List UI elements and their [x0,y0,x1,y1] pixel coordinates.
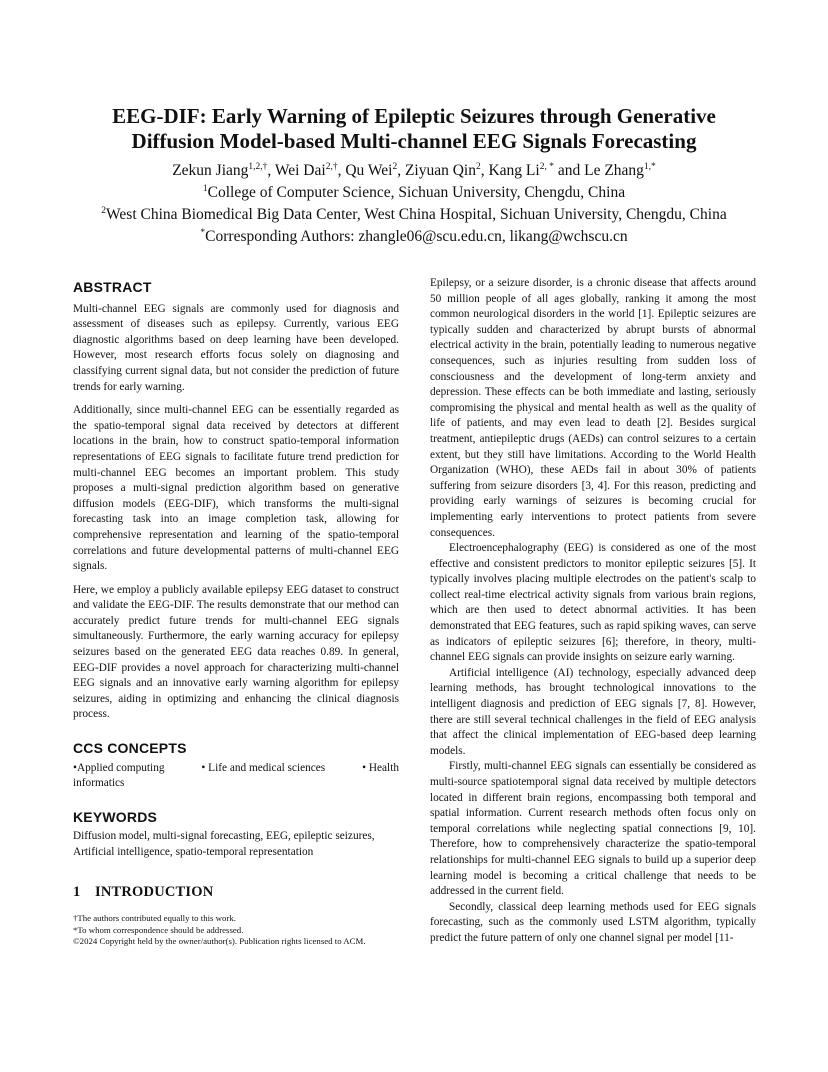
intro-paragraph-2: Electroencephalography (EEG) is considered as one of the most effective and consistent predictors to monitor epileptic seizures [5]. It typically involves placing multiple electrodes on the patient's scalp to collect real-time electrical activity signals from various brain regions, which are then used to detect abnormal activities. It has been demonstrated that EEG features, such as rapid spiking waves, can serve as indicators of epileptic seizures [6]; therefore, in theory, multi-channel EEG signals can provide insights on seizure early warning. [430,542,756,664]
abstract-paragraph-3: Here, we employ a publicly available epilepsy EEG dataset to construct and validate the EEG-DIF. The results demonstrate that our method can accurately predict future trends for multi-channel EEG signals simultaneously. Furthermore, the early warning accuracy for epilepsy seizures based on the generated EEG data reaches 0.89. In general, EEG-DIF provides a novel approach for characterizing multi-channel EEG signals and an innovative early warning algorithm for epilepsy seizures, aiding in optimizing and enhancing the clinical diagnosis process. [73,583,399,721]
author-name: , Kang Li [480,162,540,179]
author-block [40,160,788,248]
author-sup: 2,† [325,162,338,172]
title-line-1: EEG-DIF: Early Warning of Epileptic Seizures through Generative [112,104,716,128]
introduction-heading [73,885,399,901]
ccs-item: • Health [362,761,399,774]
affiliation-text: West China Biomedical Big Data Center, West China Hospital, Sichuan University, Chengdu, China [106,206,727,223]
keywords-text: Diffusion model, multi-signal forecasting, EEG, epileptic seizures, Artificial intelligence, spatio-temporal representation [73,830,375,858]
author-name: , Qu Wei [337,162,393,179]
intro-paragraph-3: Artificial intelligence (AI) technology, especially advanced deep learning methods, has brought technological innovations to the intelligent diagnosis and prediction of EEG signals [7, 8]. However, there are still several technical challenges in the field of EEG analysis that affect the clinical implementation of EEG-based deep learning models. [430,666,756,757]
corresponding-authors [40,226,788,248]
affiliation-sup: 1 [202,184,208,194]
author-list [40,160,788,182]
intro-paragraph-4: Firstly, multi-channel EEG signals can essentially be considered as multi-source spatiotemporal signal data received by multiple detectors located in different brain regions, encompassing both temporal and spatial information. Current research methods often focus only on temporal correlations while neglecting spatial connections [9, 10]. Therefore, how to comprehensively characterize the spatio-temporal relationships for multi-channel EEG signals to build up a superior deep learning model is becoming a critical challenge that needs to be addressed in the current field. [430,760,756,898]
section-title: INTRODUCTION [95,883,214,900]
corresponding-text: Corresponding Authors: zhangle06@scu.edu.cn, likang@wchscu.cn [205,228,628,245]
author-name: Zekun Jiang [172,162,249,179]
author-sup: 1,2,† [248,162,268,172]
footnote-equal-contribution: †The authors contributed equally to this work. [73,913,236,923]
affiliation-sup: 2 [101,206,107,216]
title-line-2: Diffusion Model-based Multi-channel EEG Signals Forecasting [131,129,697,153]
intro-paragraph-5: Secondly, classical deep learning methods used for EEG signals forecasting, such as the commonly used LSTM algorithm, typically predict the future pattern of only one channel signal per model [11- [430,900,756,944]
ccs-concepts-line [73,761,399,777]
ccs-item: • Life and medical sciences [201,761,326,774]
footnote-copyright: ©2024 Copyright held by the owner/author(s). Publication rights licensed to ACM. [73,936,366,947]
abstract-paragraph-1: Multi-channel EEG signals are commonly used for diagnosis and assessment of diseases such as epilepsy. Currently, various EEG diagnostic algorithms based on deep learning have been developed. However, most research efforts focus solely on diagnosing and classifying current signal data, but not consider the prediction of future trends for early warning. [73,302,399,393]
author-sup: 1,* [643,162,656,172]
footnote-correspondence: *To whom correspondence should be addressed. [73,924,244,935]
author-sup: 2 [392,162,398,172]
author-name: , Wei Dai [267,162,326,179]
affiliation-text: College of Computer Science, Sichuan University, Chengdu, China [207,184,626,201]
ccs-heading: CCS CONCEPTS [73,740,187,757]
author-sup: 2, * [539,162,554,172]
author-sup: 2 [475,162,481,172]
affiliation-1 [40,182,788,204]
keywords-heading: KEYWORDS [73,808,158,825]
corresponding-sup: * [200,228,206,238]
footnotes [73,913,403,948]
author-name: and Le Zhang [553,162,644,179]
affiliation-2 [40,204,788,226]
intro-paragraph-1: Epilepsy, or a seizure disorder, is a chronic disease that affects around 50 million people of all ages globally, ranking it among the most common neurological disorders in the world [1]. Epileptic seizures are typically sudden and characterized by abrupt bursts of abnormal electrical activity in the brain, potentially leading to numerous negative consequences, such as injuries resulting from sudden loss of consciousness and the development of long-term anxiety and depression. These effects can be both immediate and lasting, seriously compromising the physical and mental health as well as the quality of life of patients, and may even lead to death [2]. Besides surgical treatment, antiepileptic drugs (AEDs) can control seizures to a certain extent, but they still have limitations. According to the World Health Organization (WHO), these AEDs fail in about 30% of patients suffering from seizure disorders [3, 4]. For this reason, predicting and providing early warnings of seizures is becoming crucial for implementing early interventions to protect patients from severe consequences. [430,277,756,539]
right-column [430,276,756,947]
left-column [73,280,399,900]
ccs-item-continued: informatics [73,777,125,790]
abstract-heading: ABSTRACT [73,279,152,295]
ccs-item: •Applied computing [73,761,165,774]
abstract-paragraph-2: Additionally, since multi-channel EEG can be essentially regarded as the spatio-temporal signal data received by detectors at different locations in the brain, how to construct spatio-temporal information representations of EEG signals to facilitate future trend prediction for multi-channel EEG becomes an important problem. This study proposes a multi-signal prediction algorithm based on generative diffusion models (EEG-DIF), which transforms the multi-signal forecasting task into an image completion task, allowing for comprehensive representation and learning of the spatio-temporal correlations and future developmental patterns of multi-channel EEG signals. [73,404,399,573]
section-number: 1 [73,883,81,900]
author-name: , Ziyuan Qin [397,162,476,179]
paper-title [40,104,788,154]
